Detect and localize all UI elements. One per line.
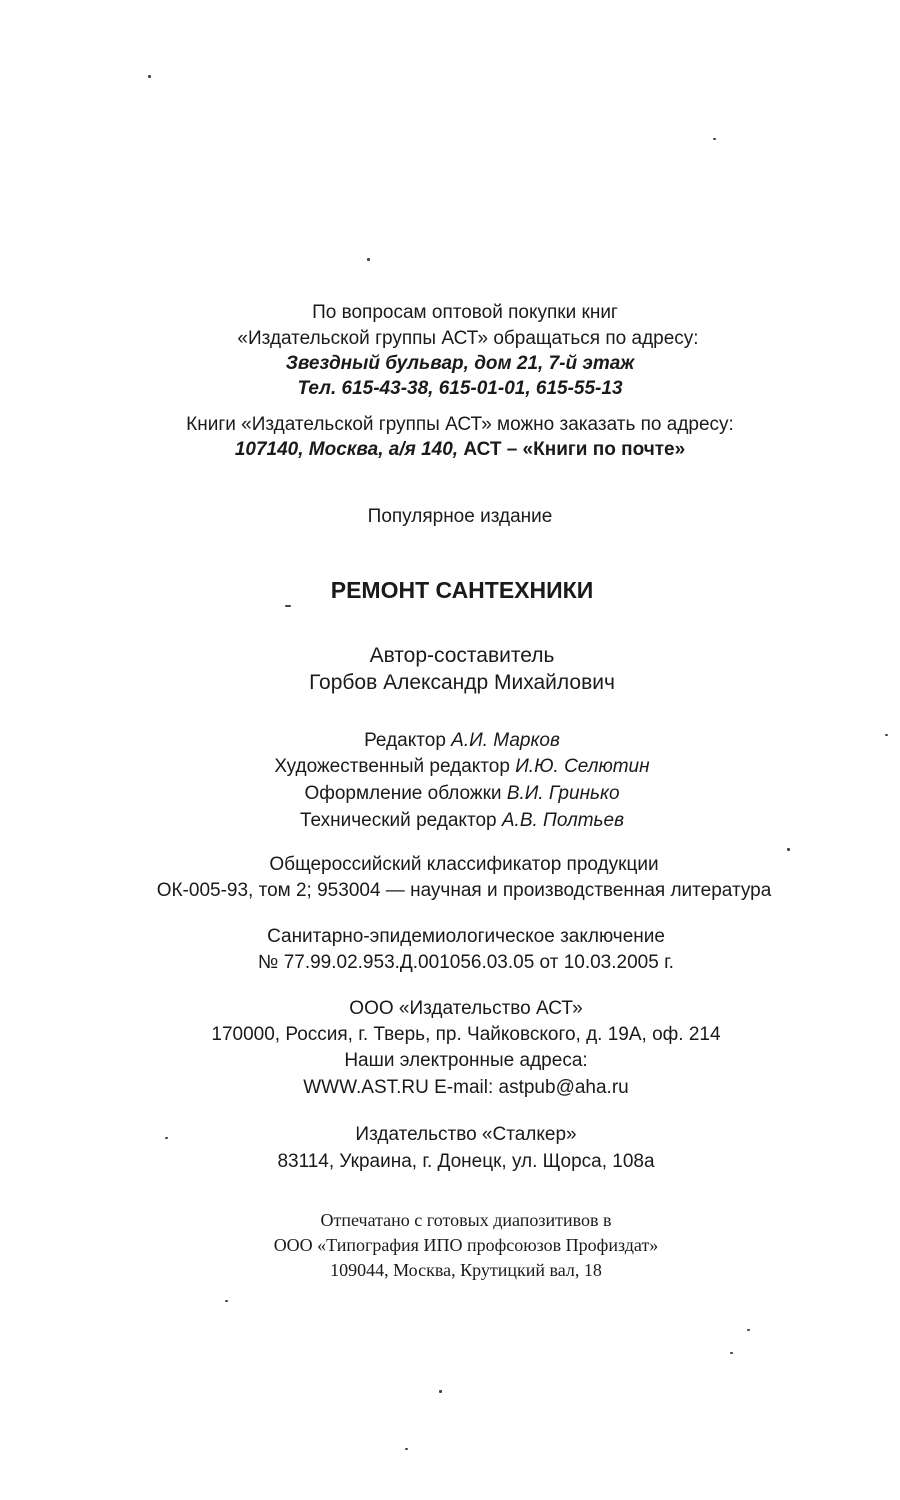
classifier-line-2: ОК-005-93, том 2; 953004 — научная и производственная литература [156,880,772,901]
scan-speck [165,1137,168,1139]
wholesale-line-2: «Издательской группы АСТ» обращаться по адресу: [237,328,699,349]
wholesale-phones: Тел. 615-43-38, 615-01-01, 615-55-13 [297,378,623,399]
scan-speck [367,258,370,261]
edition-type: Популярное издание [367,506,553,527]
scan-speck [730,1352,733,1354]
credit-role: Художественный редактор [274,756,510,777]
mail-order-service: АСТ – «Книги по почте» [463,439,686,460]
credit-person: И.Ю. Селютин [515,756,650,777]
publisher-web: WWW.AST.RU E-mail: astpub@aha.ru [303,1077,629,1098]
credit-role: Редактор [364,730,446,751]
credit-role: Технический редактор [299,810,497,831]
printing-line-3: 109044, Москва, Крутицкий вал, 18 [330,1260,602,1280]
scan-speck [787,848,790,851]
credit-cover-design [12,782,900,806]
classifier-line-1: Общероссийский классификатор продукции [269,854,659,875]
credit-role: Оформление обложки [304,783,502,804]
author-role: Автор-составитель [369,644,555,667]
credit-person: А.В. Полтьев [501,810,624,831]
wholesale-address: Звездный бульвар, дом 21, 7-й этаж [285,353,635,374]
credit-person: В.И. Гринько [506,783,620,804]
publisher-name: ООО «Издательство АСТ» [349,998,583,1019]
scan-speck [439,1390,442,1393]
scan-speck [885,734,888,736]
publisher-address: 170000, Россия, г. Тверь, пр. Чайковского, д. 19А, оф. 214 [211,1024,721,1045]
scan-speck [747,1329,750,1331]
scan-speck [148,75,151,78]
stalker-name: Издательство «Сталкер» [355,1124,577,1145]
credit-editor [12,729,900,753]
publisher-web-label: Наши электронные адреса: [344,1050,588,1071]
scan-speck [713,138,716,140]
sanitary-line-1: Санитарно-эпидемиологическое заключение [267,926,665,947]
sanitary-line-2: № 77.99.02.953.Д.001056.03.05 от 10.03.2005 г. [258,952,674,973]
credit-person: А.И. Марков [451,730,560,751]
book-title: РЕМОНТ САНТЕХНИКИ [330,577,594,603]
credit-art-editor [12,755,900,779]
scan-speck [285,605,291,607]
wholesale-line-1: По вопросам оптовой покупки книг [312,302,618,323]
scan-speck [225,1300,228,1302]
credit-tech-editor [12,809,900,833]
mail-order-line-2 [10,438,900,462]
printing-line-1: Отпечатано с готовых диапозитивов в [320,1210,612,1230]
author-name: Горбов Александр Михайлович [309,671,615,694]
scan-speck [405,1448,408,1450]
stalker-address: 83114, Украина, г. Донецк, ул. Щорса, 108а [277,1151,655,1172]
mail-order-line-1: Книги «Издательской группы АСТ» можно заказать по адресу: [186,414,734,435]
printing-line-2: ООО «Типография ИПО профсоюзов Профиздат» [273,1235,659,1255]
mail-order-address: 107140, Москва, а/я 140, [234,439,459,460]
